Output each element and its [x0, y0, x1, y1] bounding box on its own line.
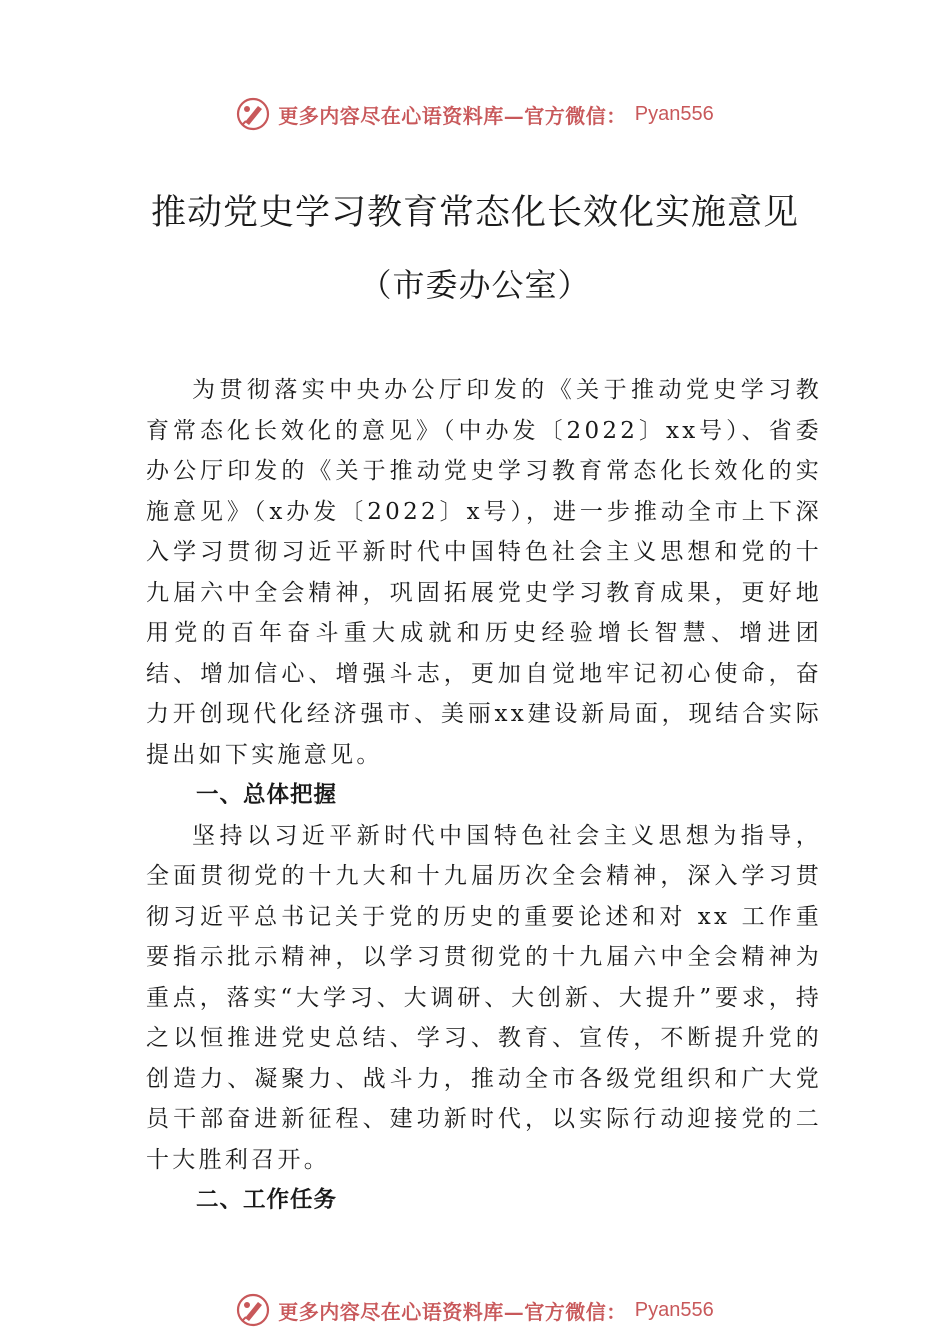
document-subtitle: （市委办公室）	[359, 266, 591, 304]
document-title: 推动党史学习教育常态化长效化实施意见	[150, 193, 799, 233]
pen-logo-icon	[236, 97, 270, 131]
intro-paragraph: 为贯彻落实中央办公厅印发的《关于推动党史学习教育常态化长效化的意见》（中办发〔2022〕xx号）、省委办公厅印发的《关于推动党史学习教育常态化长效化的实施意见》（x办发〔2022〕x号），进一步推动全市上下深入学习贯彻习近平新时代中国特色社会主义思想和党的十九届六中全会精神，巩固拓展党史学习教育成果，更好地用党的百年奋斗重大成就和历史经验增长智慧、增进团结、增加信心、增强斗志，更加自觉地牢记初心使命，奋力开创现代化经济强市、美丽xx建设新局面，现结合实际提出如下实施意见。	[146, 377, 822, 768]
section-heading: 一、总体把握	[196, 782, 338, 808]
pen-logo-icon	[236, 1293, 270, 1327]
section-heading: 二、工作任务	[196, 1187, 338, 1213]
document-body	[146, 370, 822, 1221]
watermark-banner-top	[0, 94, 950, 134]
section-paragraph: 坚持以习近平新时代中国特色社会主义思想为指导，全面贯彻党的十九大和十九届历次全会精神，深入学习贯彻习近平总书记关于党的历史的重要论述和对 xx 工作重要指示批示精神，以学习贯彻党的十九届六中全会精神为重点，落实“大学习、大调研、大创新、大提升”要求，持之以恒推进党史总结、学习、教育、宣传，不断提升党的创造力、凝聚力、战斗力，推动全市各级党组织和广大党员干部奋进新征程、建功新时代，以实际行动迎接党的二十大胜利召开。	[146, 822, 822, 1173]
watermark-text: 更多内容尽在心语资料库—官方微信：	[278, 103, 627, 128]
watermark-contact: Pyan556	[634, 1298, 714, 1321]
watermark-contact: Pyan556	[634, 102, 714, 125]
watermark-text: 更多内容尽在心语资料库—官方微信：	[278, 1299, 627, 1324]
watermark-banner-bottom	[0, 1290, 950, 1330]
